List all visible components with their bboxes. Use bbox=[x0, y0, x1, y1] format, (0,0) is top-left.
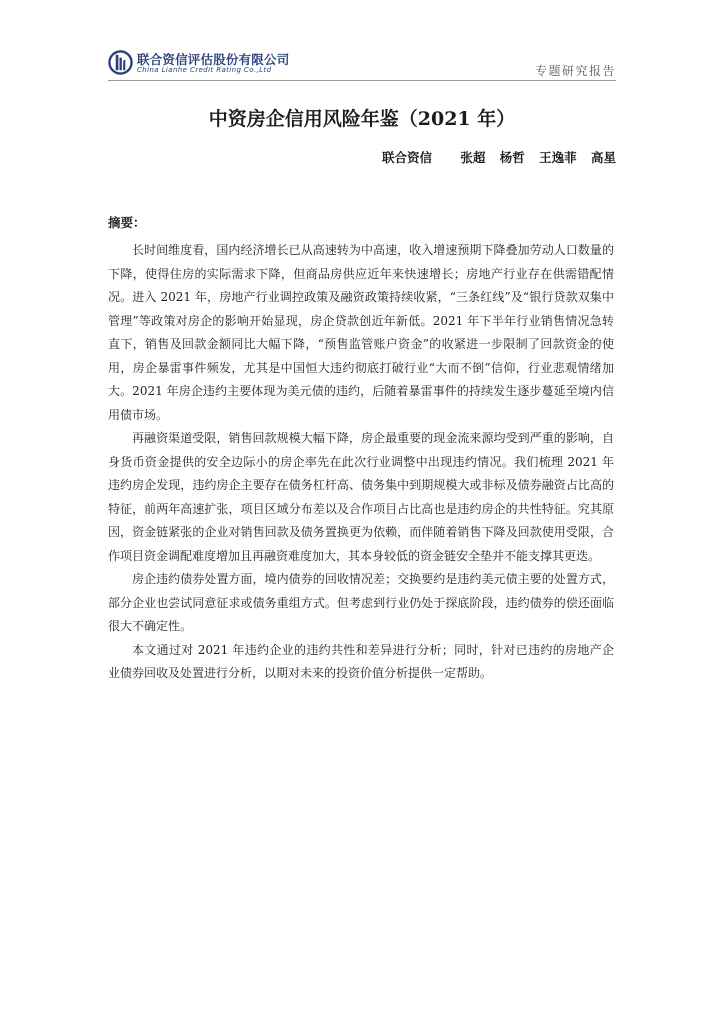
header-divider bbox=[108, 80, 616, 81]
abstract-paragraph: 长时间维度看，国内经济增长已从高速转为中高速，收入增速预期下降叠加劳动人口数量的下降，使得住房的实际需求下降，但商品房供应近年来快速增长；房地产行业存在供需错配情况。进入 2021 年，房地产行业调控政策及融资政策持续收紧，“三条红线”及“银行贷款双集中管理”等政策对房企的影响开始显现，房企贷款创近年新低。2021 年下半年行业销售情况急转直下，销售及回款金额同比大幅下降，“预售监管账户资金”的收紧进一步限制了回款资金的使用，房企暴雷事件频发，尤其是中国恒大违约彻底打破行业“大而不倒”信仰，行业悲观情绪加大。2021 年房企违约主要体现为美元债的违约，后随着暴雷事件的持续发生逐步蔓延至境内信用债市场。 bbox=[108, 243, 614, 422]
company-logo-icon bbox=[108, 50, 133, 75]
abstract-body bbox=[108, 239, 614, 686]
byline-org: 联合资信 bbox=[381, 150, 432, 165]
byline bbox=[382, 148, 616, 166]
company-name-cn: 联合资信评估股份有限公司 bbox=[137, 52, 290, 67]
abstract-paragraph: 再融资渠道受限，销售回款规模大幅下降，房企最重要的现金流来源均受到严重的影响，自身货币资金提供的安全边际小的房企率先在此次行业调整中出现违约情况。我们梳理 2021 年违约房企发现，违约房企主要存在债务杠杆高、债务集中到期规模大或非标及债券融资占比高的特征，前两年高速扩张，项目区域分布差以及合作项目占比高也是违约房企的共性特征。究其原因，资金链紧张的企业对销售回款及债务置换更为依赖，而伴随着销售下降及回款使用受限，合作项目资金调配难度增加且再融资难度加大，其本身较低的资金链安全垫并不能支撑其更迭。 bbox=[108, 431, 614, 563]
byline-author: 王逸菲 bbox=[539, 150, 577, 165]
abstract-paragraph: 本文通过对 2021 年违约企业的违约共性和差异进行分析；同时，针对已违约的房地产企业债券回收及处置进行分析，以期对未来的投资价值分析提供一定帮助。 bbox=[108, 642, 614, 680]
document-title: 中资房企信用风险年鉴（2021 年） bbox=[208, 108, 516, 130]
report-type-label: 专题研究报告 bbox=[534, 64, 616, 78]
company-name-en: China Lianhe Credit Rating Co.,Ltd bbox=[137, 66, 272, 74]
byline-author: 杨哲 bbox=[499, 150, 525, 165]
page-header bbox=[0, 0, 724, 90]
abstract-paragraph: 房企违约债券处置方面，境内债券的回收情况差；交换要约是违约美元债主要的处置方式，部分企业也尝试同意征求或债务重组方式。但考虑到行业仍处于探底阶段，违约债券的偿还面临很大不确定性。 bbox=[108, 572, 614, 633]
abstract-heading: 摘要： bbox=[108, 215, 146, 230]
byline-author: 高星 bbox=[590, 150, 616, 165]
byline-author: 张超 bbox=[460, 150, 486, 165]
